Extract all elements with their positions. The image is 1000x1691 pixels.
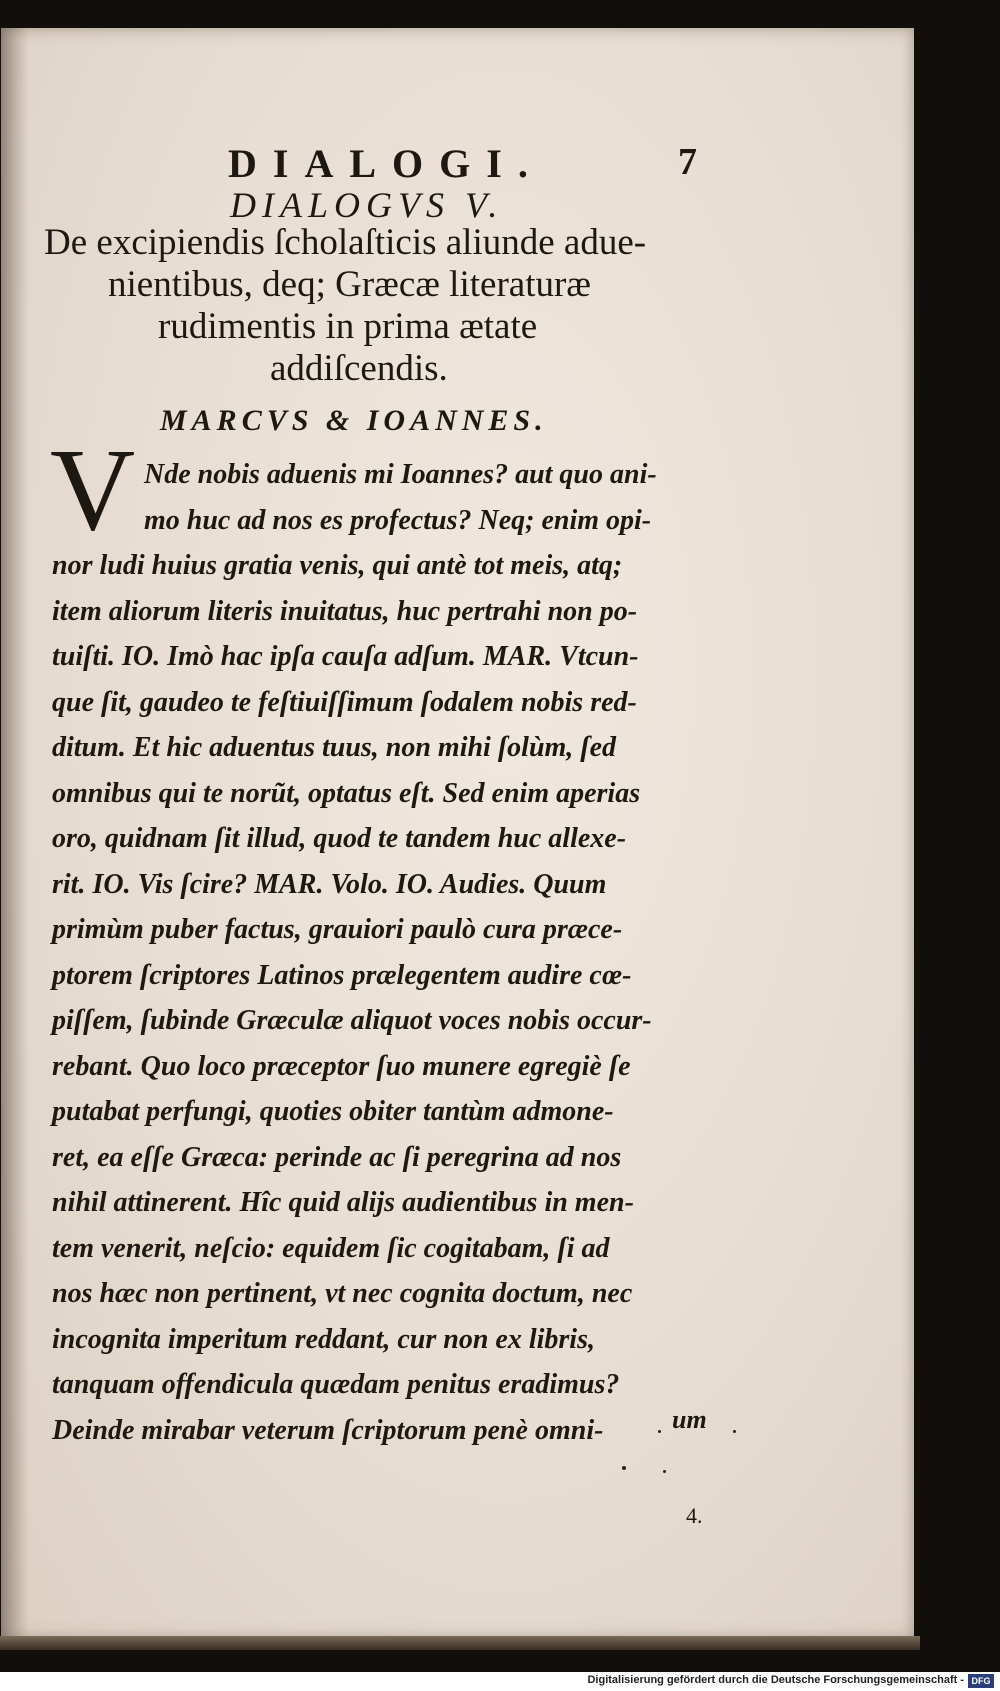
title-line: addiſcendis. [270,348,448,389]
gutter-shadow [1,28,29,1639]
title-line: De excipiendis ſcholaſticis aliunde adue- [44,222,647,263]
signature-mark: 4. [686,1503,703,1528]
catchword: um [672,1405,707,1434]
dialogue-number: DIALOGVS V. [230,185,504,225]
text-line: que ſit, gaudeo te feſtiuiſſimum ſodalem nobis red- [52,686,637,718]
ink-speck [658,1430,661,1433]
text-line: nihil attinerent. Hîc quid alijs audientibus in men- [52,1187,634,1218]
funding-credit: Digitalisierung gefördert durch die Deutsche Forschungsgemeinschaft - [587,1674,964,1686]
text-line: primùm puber factus, grauiori paulò cura præce- [52,914,623,945]
title-line: rudimentis in prima ætate [158,306,538,347]
text-line: Deinde mirabar veterum ſcriptorum penè omni- [52,1414,604,1446]
text-line: ditum. Et hic aduentus tuus, non mihi ſolùm, ſed [52,732,617,763]
text-line: tem venerit, neſcio: equidem ſic cogitabam, ſi ad [52,1232,610,1264]
ink-speck [663,1470,666,1473]
text-line: ret, ea eſſe Græca: perinde ac ſi peregrina ad nos [52,1141,622,1173]
text-line: putabat perfungi, quoties obiter tantùm admone- [52,1096,614,1127]
text-line: tanquam offendicula quædam penitus eradimus? [52,1369,620,1400]
body-text [52,452,732,1453]
ink-speck [733,1430,736,1433]
title-line: nientibus, deq; Græcæ literaturæ [108,264,591,305]
drop-cap: V [50,424,136,555]
text-line: rit. IO. Vis ſcire? MAR. Volo. IO. Audies. Quum [52,868,607,900]
running-head: DIALOGI. [228,141,544,186]
text-line: ptorem ſcriptores Latinos prælegentem audire cœ- [52,959,632,991]
dfg-logo: DFG [968,1674,994,1688]
text-line: piſſem, ſubinde Græculæ aliquot voces nobis occur- [52,1005,652,1036]
text-line: oro, quidnam ſit illud, quod te tandem huc allexe- [52,823,627,854]
dialogue-title [44,222,734,390]
text-line: tuiſti. IO. Imò hac ipſa cauſa adſum. MAR. Vtcun- [52,641,639,672]
ink-speck [622,1466,626,1470]
text-line: incognita imperitum reddant, cur non ex libris, [52,1323,595,1355]
page-edge [0,1636,920,1650]
text-line: rebant. Quo loco præceptor ſuo munere egregiè ſe [52,1050,631,1082]
page-number: 7 [678,141,697,183]
text-line: item aliorum literis inuitatus, huc pertrahi non po- [52,595,638,627]
text-line: omnibus qui te norũt, optatus eſt. Sed enim aperias [52,777,641,809]
speakers-heading: MARCVS & IOANNES. [160,404,548,437]
text-line: Nde nobis aduenis mi Ioannes? aut quo ani- [144,459,657,490]
text-line: mo huc ad nos es profectus? Neq; enim opi- [144,504,652,536]
text-line: nor ludi huius gratia venis, qui antè tot meis, atq; [52,550,623,581]
text-line: nos hæc non pertinent, vt nec cognita doctum, nec [52,1278,633,1309]
